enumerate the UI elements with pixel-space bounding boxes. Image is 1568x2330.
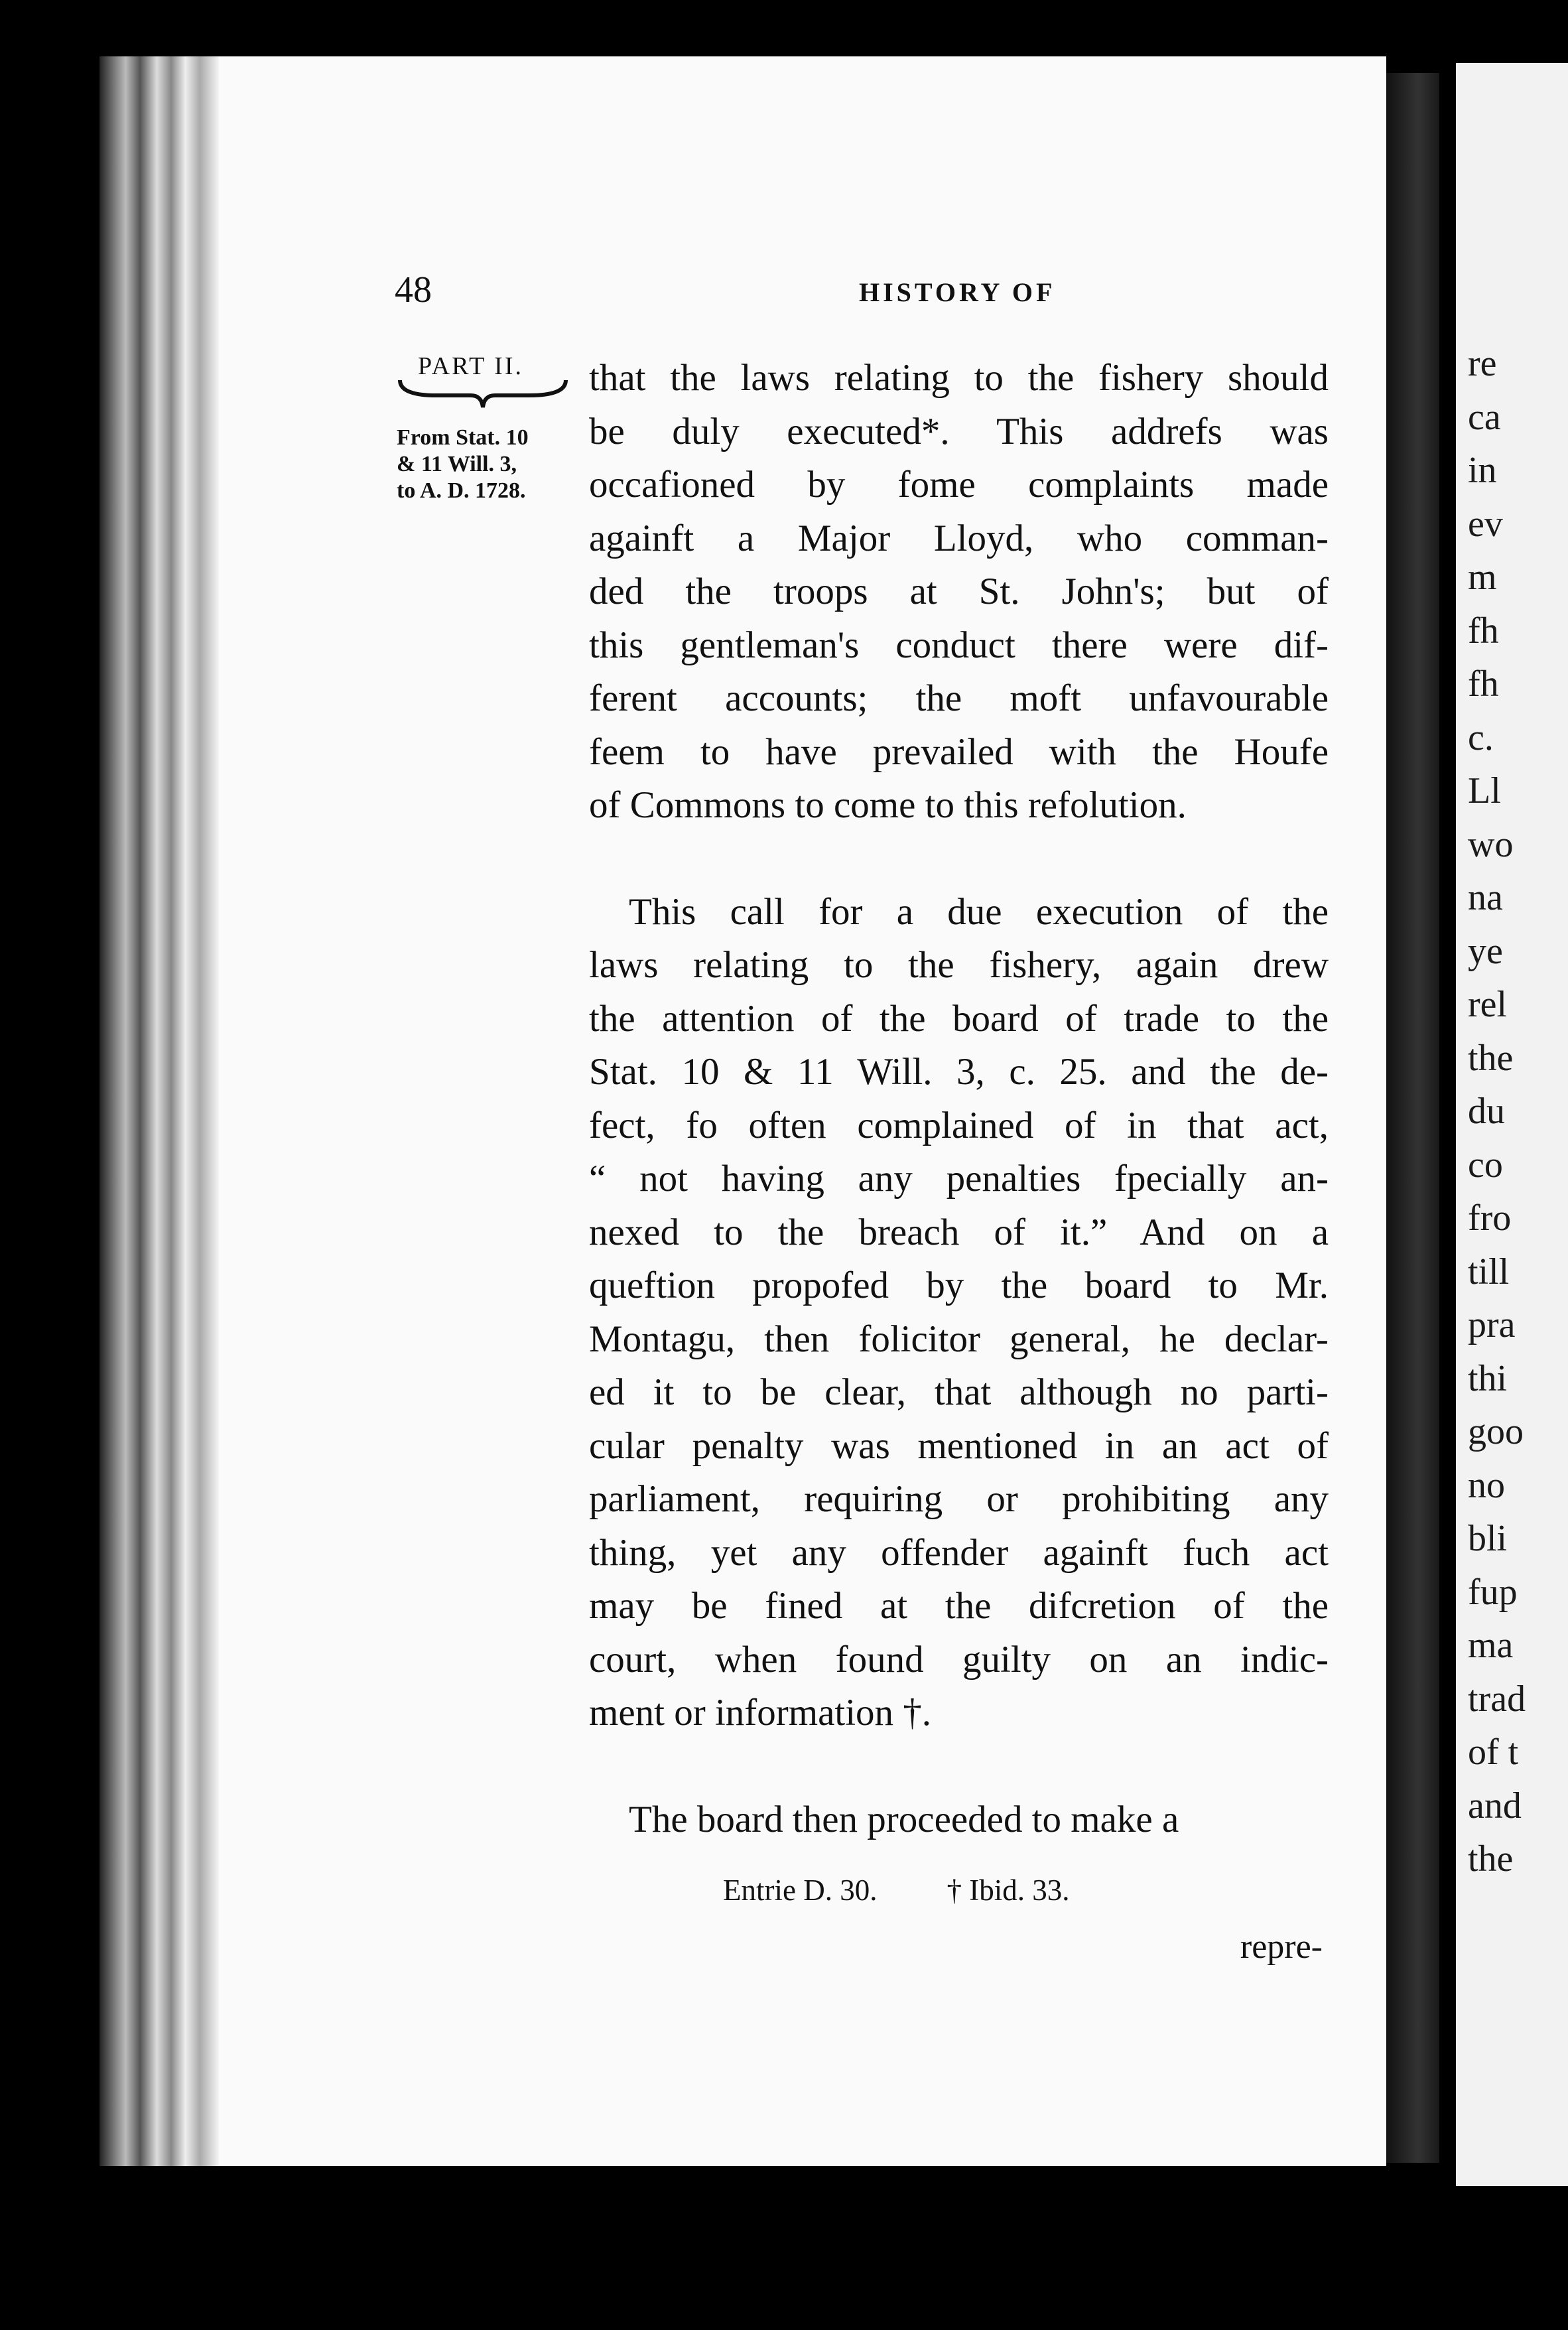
text-line: that the laws relating to the fishery should (589, 357, 1329, 399)
text-line: ded the troops at St. John's; but of (589, 571, 1329, 612)
facing-page-fragment: c. (1468, 717, 1494, 758)
text-line: nexed to the breach of it.” And on a (589, 1211, 1329, 1253)
text-line: This call for a due execution of the (629, 890, 1329, 933)
text-line: the attention of the board of trade to the (589, 997, 1329, 1040)
text-line: of Commons to come to this refolution. (589, 784, 1187, 826)
text-line: may be fined at the difcretion of the (589, 1585, 1329, 1627)
facing-page-fragment: goo (1468, 1411, 1524, 1452)
page-edge-shadow (1386, 73, 1439, 2163)
body-text (589, 352, 1329, 1846)
curly-brace-icon (397, 377, 569, 410)
facing-page-fragment: pra (1468, 1304, 1516, 1345)
facing-page-fragment: re (1468, 343, 1497, 384)
text-line: againft a Major Lloyd, who comman- (589, 517, 1329, 559)
facing-page-fragment: thi (1468, 1357, 1508, 1399)
facing-page (1456, 63, 1568, 2186)
footnotes (723, 1873, 1069, 1907)
text-line: ed it to be clear, that although no parti- (589, 1371, 1329, 1413)
running-head: HISTORY OF (859, 277, 1056, 307)
facing-page-fragment: fup (1468, 1571, 1518, 1613)
paragraph-gap (589, 1740, 1329, 1793)
text-line: parliament, requiring or prohibiting any (589, 1478, 1329, 1520)
text-line: The board then proceeded to make a (629, 1798, 1179, 1840)
facing-page-fragment: the (1468, 1838, 1514, 1880)
facing-page-fragment: fh (1468, 663, 1499, 705)
facing-page-fragment: no (1468, 1464, 1505, 1506)
facing-page-fragment: wo (1468, 823, 1514, 865)
text-line: Stat. 10 & 11 Will. 3, c. 25. and the de- (589, 1051, 1329, 1093)
facing-page-fragment: Ll (1468, 770, 1501, 811)
margin-note-line: From Stat. 10 (397, 425, 529, 450)
text-line: be duly executed*. This addrefs was (589, 410, 1329, 452)
facing-page-fragment: fro (1468, 1198, 1512, 1239)
facing-page-fragment: bli (1468, 1518, 1508, 1559)
text-line: this gentleman's conduct there were dif- (589, 624, 1329, 666)
facing-page-fragment: ev (1468, 503, 1503, 545)
text-line: court, when found guilty on an indic- (589, 1638, 1329, 1680)
text-line: cular penalty was mentioned in an act of (589, 1424, 1329, 1467)
facing-page-fragment: co (1468, 1144, 1503, 1186)
margin-part-label: PART II. (418, 352, 523, 380)
margin-note (397, 425, 592, 504)
facing-page-fragment: rel (1468, 984, 1508, 1025)
facing-page-fragment: till (1468, 1251, 1510, 1292)
text-line: queftion propofed by the board to Mr. (589, 1265, 1329, 1306)
facing-page-fragment: ye (1468, 930, 1503, 972)
facing-page-fragment: trad (1468, 1678, 1526, 1720)
text-line: occafioned by fome complaints made (589, 464, 1329, 506)
facing-page-fragment: ma (1468, 1625, 1514, 1666)
text-line: laws relating to the fishery, again drew (589, 944, 1329, 986)
facing-page-fragment: m (1468, 557, 1497, 598)
text-line: ferent accounts; the moft unfavourable (589, 677, 1329, 719)
facing-page-fragment: and (1468, 1785, 1522, 1826)
facing-page-fragment: du (1468, 1091, 1505, 1132)
facing-page-fragment: fh (1468, 610, 1499, 651)
paragraph-gap (589, 833, 1329, 886)
text-line: Montagu, then folicitor general, he declar- (589, 1318, 1329, 1360)
text-line: feem to have prevailed with the Houfe (589, 730, 1329, 773)
footnote: Entrie D. 30. (723, 1874, 878, 1907)
margin-note-line: to A. D. 1728. (397, 478, 526, 503)
catchword: repre- (1240, 1928, 1323, 1966)
text-line: fect, fo often complained of in that act, (589, 1104, 1329, 1146)
facing-page-fragment: na (1468, 877, 1503, 918)
facing-page-fragment: in (1468, 450, 1497, 491)
text-line: “ not having any penalties fpecially an- (589, 1158, 1329, 1199)
text-line: ment or information †. (589, 1692, 932, 1734)
facing-page-fragment: of t (1468, 1732, 1519, 1773)
footnote: † Ibid. 33. (947, 1874, 1070, 1907)
facing-page-fragment: ca (1468, 396, 1501, 438)
text-line: thing, yet any offender againft fuch act (589, 1531, 1329, 1574)
page-number: 48 (395, 269, 432, 310)
facing-page-fragment: the (1468, 1037, 1514, 1079)
margin-note-line: & 11 Will. 3, (397, 452, 517, 476)
book-binding-gutter (99, 56, 219, 2166)
